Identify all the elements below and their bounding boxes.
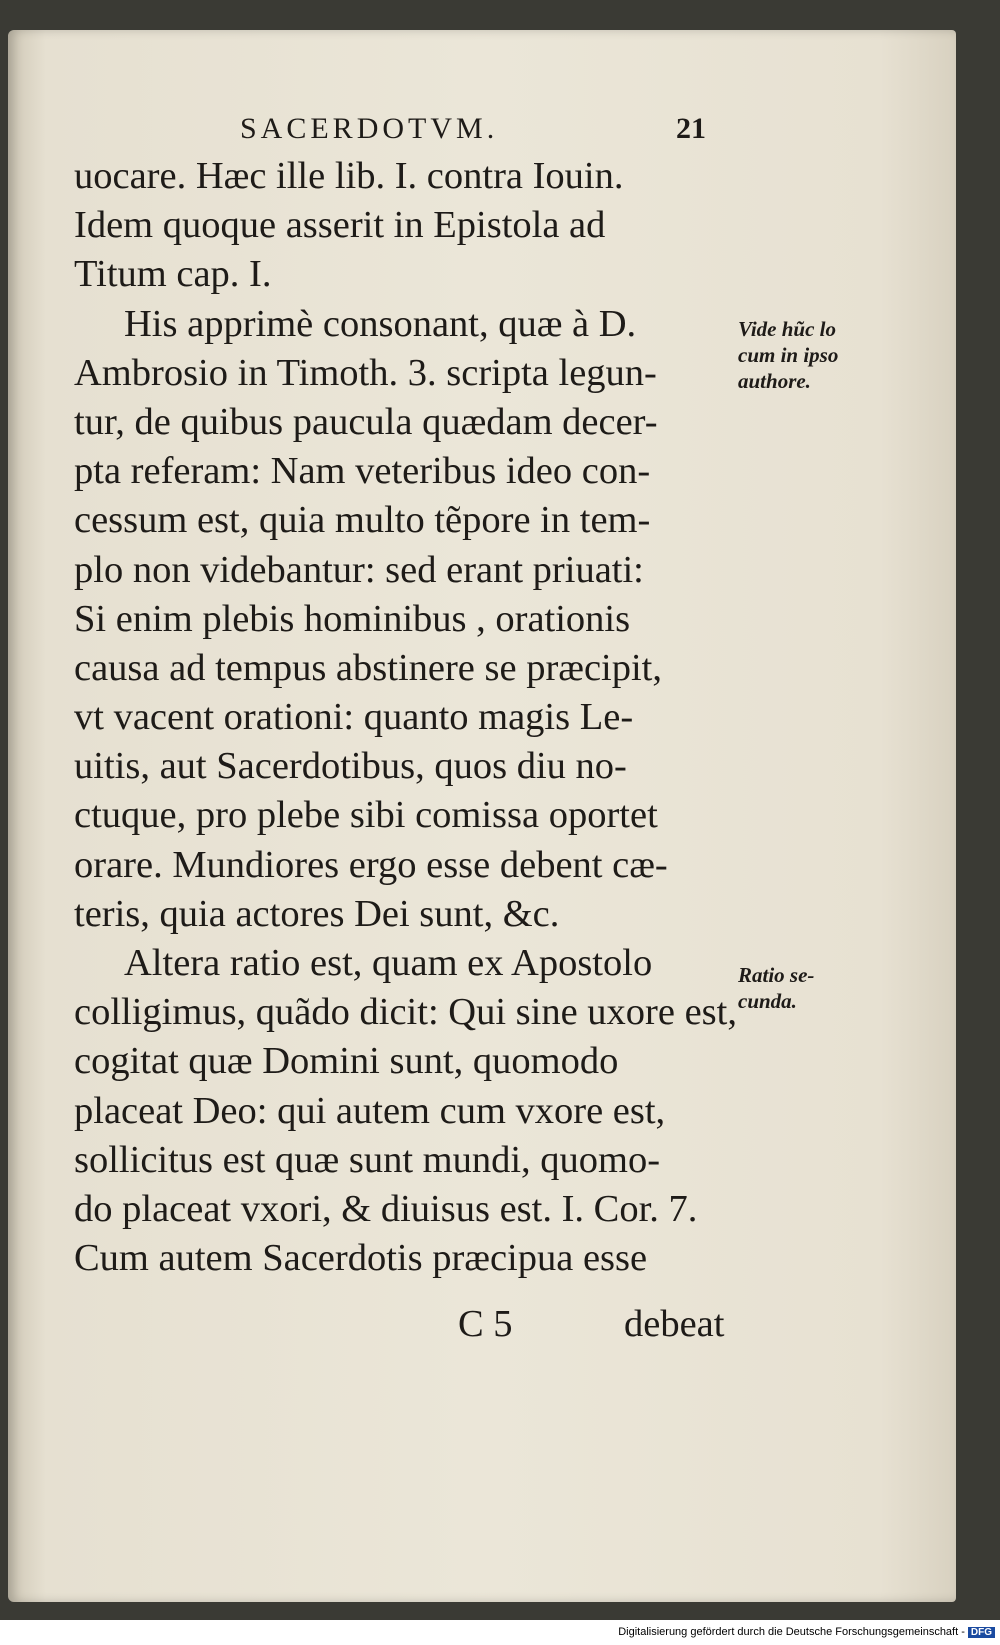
catchword: debeat: [624, 1303, 725, 1345]
running-head: SACERDOTVM.: [240, 112, 499, 145]
signature-mark: C 5: [458, 1303, 513, 1345]
body-text: [74, 152, 737, 1283]
text-line: Idem quoque asserit in Epistola ad: [74, 204, 606, 247]
marginal-line: cum in ipso: [738, 343, 839, 367]
text-line: tur, de quibus paucula quædam decer-: [74, 400, 658, 443]
dfg-logo: DFG: [968, 1627, 995, 1638]
text-line: cogitat quæ Domini sunt, quomodo: [74, 1040, 619, 1083]
marginal-line: Ratio se-: [738, 963, 815, 987]
text-line: uitis, aut Sacerdotibus, quos diu no-: [74, 745, 627, 788]
footer-credit: [600, 1626, 995, 1642]
text-line: pta referam: Nam veteribus ideo con-: [74, 450, 651, 493]
text-line: colligimus, quãdo dicit: Qui sine uxore est,: [74, 991, 737, 1034]
text-line: His apprimè consonant, quæ à D.: [124, 302, 637, 345]
marginal-line: Vide hũc lo: [738, 317, 837, 341]
footer-text: Digitalisierung gefördert durch die Deutsche Forschungsgemeinschaft -: [618, 1626, 965, 1638]
text-line: Titum cap. I.: [74, 253, 272, 296]
text-line: do placeat vxori, & diuisus est. I. Cor. 7.: [74, 1187, 698, 1230]
text-line: ctuque, pro plebe sibi comissa oportet: [74, 794, 658, 837]
text-line: Cum autem Sacerdotis præcipua esse: [74, 1237, 648, 1280]
text-line: teris, quia actores Dei sunt, &c.: [74, 892, 560, 935]
text-line: uocare. Hæc ille lib. I. contra Iouin.: [74, 155, 624, 197]
marginal-line: cunda.: [738, 989, 797, 1013]
text-line: orare. Mundiores ergo esse debent cæ-: [74, 843, 668, 886]
text-line: sollicitus est quæ sunt mundi, quomo-: [74, 1138, 661, 1181]
text-line: Altera ratio est, quam ex Apostolo: [124, 942, 653, 984]
page-number: 21: [676, 112, 706, 145]
text-line: causa ad tempus abstinere se præcipit,: [74, 646, 663, 689]
text-line: cessum est, quia multo tẽpore in tem-: [74, 499, 651, 542]
marginal-note-2: [738, 962, 814, 1014]
text-line: Si enim plebis hominibus , orationis: [74, 597, 631, 640]
marginal-line: authore.: [738, 369, 811, 393]
text-line: vt vacent orationi: quanto magis Le-: [74, 696, 634, 739]
text-line: placeat Deo: qui autem cum vxore est,: [74, 1089, 666, 1132]
marginal-note-1: [738, 316, 838, 394]
text-line: Ambrosio in Timoth. 3. scripta legun-: [74, 351, 657, 394]
text-line: plo non videbantur: sed erant priuati:: [74, 548, 644, 591]
